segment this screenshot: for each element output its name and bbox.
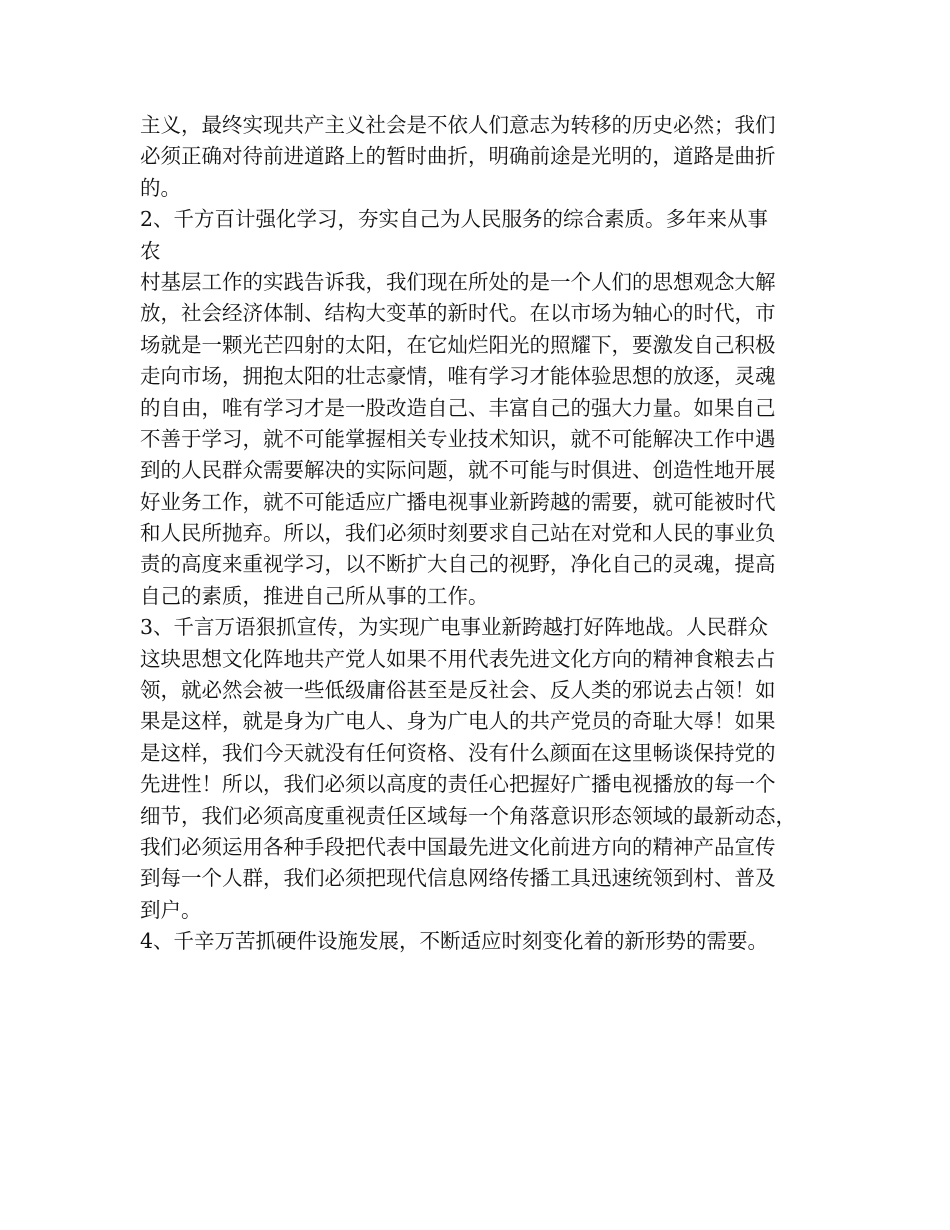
text-line: 不善于学习，就不可能掌握相关专业技术知识，就不可能解决工作中遇 xyxy=(140,426,776,451)
text-line: 放，社会经济体制、结构大变革的新时代。在以市场为轴心的时代，市 xyxy=(140,301,776,326)
text-line: 走向市场，拥抱太阳的壮志豪情，唯有学习才能体验思想的放逐，灵魂 xyxy=(140,364,776,389)
text-line: 好业务工作，就不可能适应广播电视事业新跨越的需要，就可能被时代 xyxy=(140,489,776,514)
text-line: 自己的素质，推进自己所从事的工作。 xyxy=(140,583,489,608)
text-line: 4、千辛万苦抓硬件设施发展，不断适应时刻变化着的新形势的需要。 xyxy=(140,929,769,954)
text-line: 先进性！所以，我们必须以高度的责任心把握好广播电视播放的每一个 xyxy=(140,772,776,797)
text-line: 场就是一颗光芒四射的太阳，在它灿烂阳光的照耀下，要激发自己积极 xyxy=(140,332,776,357)
text-line: 的。 xyxy=(140,175,181,200)
text-line: 和人民所抛弃。所以，我们必须时刻要求自己站在对党和人民的事业负 xyxy=(140,521,776,546)
text-line: 到户。 xyxy=(140,897,202,922)
text-line: 责的高度来重视学习，以不断扩大自己的视野，净化自己的灵魂，提高 xyxy=(140,552,776,577)
text-line: 必须正确对待前进道路上的暂时曲折，明确前途是光明的，道路是曲折 xyxy=(140,144,776,169)
text-line: 村基层工作的实践告诉我，我们现在所处的是一个人们的思想观念大解 xyxy=(140,269,776,294)
text-line: 的自由，唯有学习才是一股改造自己、丰富自己的强大力量。如果自己 xyxy=(140,395,776,420)
document-body xyxy=(140,110,830,958)
text-line: 3、千言万语狠抓宣传，为实现广电事业新跨越打好阵地战。人民群众 xyxy=(140,615,769,640)
text-line: 领，就必然会被一些低级庸俗甚至是反社会、反人类的邪说去占领！如 xyxy=(140,678,776,703)
text-line: 主义，最终实现共产主义社会是不依人们意志为转移的历史必然；我们 xyxy=(140,113,776,137)
text-line: 2、千方百计强化学习，夯实自己为人民服务的综合素质。多年来从事 xyxy=(140,207,769,232)
text-line: 果是这样，就是身为广电人、身为广电人的共产党员的奇耻大辱！如果 xyxy=(140,709,776,734)
text-line: 到每一个人群，我们必须把现代信息网络传播工具迅速统领到村、普及 xyxy=(140,866,776,891)
text-line: 到的人民群众需要解决的实际问题，就不可能与时俱进、创造性地开展 xyxy=(140,458,776,483)
text-line: 是这样，我们今天就没有任何资格、没有什么颜面在这里畅谈保持党的 xyxy=(140,740,776,765)
text-line: 农 xyxy=(140,238,161,263)
text-line: 这块思想文化阵地共产党人如果不用代表先进文化方向的精神食粮去占 xyxy=(140,646,776,671)
text-line: 细节，我们必须高度重视责任区域每一个角落意识形态领域的最新动态， xyxy=(140,803,796,828)
text-line: 我们必须运用各种手段把代表中国最先进文化前进方向的精神产品宣传 xyxy=(140,834,776,859)
